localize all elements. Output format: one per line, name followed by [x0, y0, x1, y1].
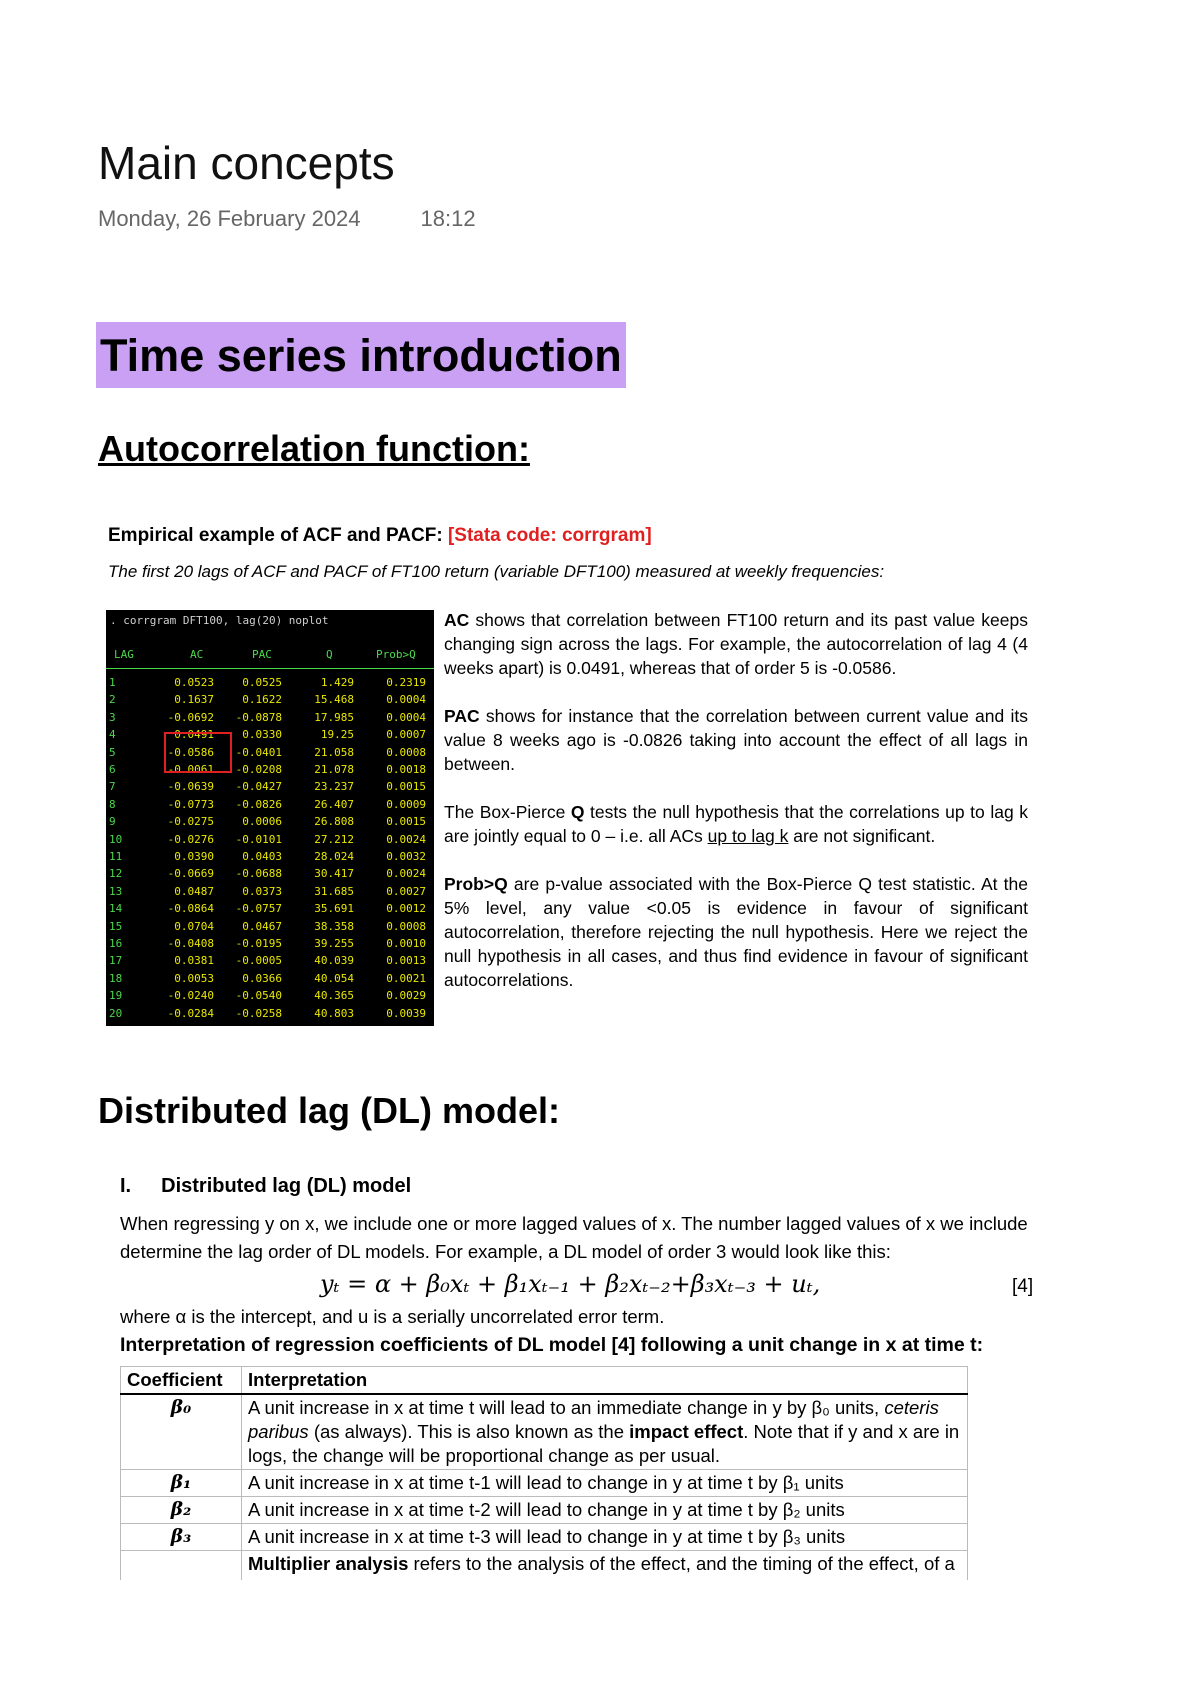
stata-q: 27.212 [314, 832, 354, 846]
stata-row [106, 693, 434, 710]
stata-prob: 0.0008 [386, 919, 426, 933]
stata-lag: 4 [109, 728, 116, 742]
table-row [121, 1394, 968, 1470]
stata-q: 31.685 [314, 884, 354, 898]
stata-prob: 0.0009 [386, 797, 426, 811]
stata-ac: -0.0586 [167, 745, 214, 759]
dl-where-text: where α is the intercept, and u is a serially uncorrelated error term. [120, 1306, 665, 1327]
stata-pac: -0.0427 [235, 780, 282, 794]
stata-lag: 17 [109, 954, 123, 968]
stata-lag: 13 [109, 884, 123, 898]
stata-row [106, 746, 434, 763]
stata-pac: 0.0330 [242, 728, 282, 742]
section-heading-acf: Autocorrelation function: [98, 428, 530, 469]
stata-ac: 0.0523 [174, 676, 214, 689]
stata-pac: -0.0826 [235, 797, 282, 811]
stata-ac: 0.0053 [174, 971, 214, 985]
stata-q: 39.255 [314, 937, 354, 950]
stata-ac: -0.0276 [167, 832, 214, 846]
stata-lag: 19 [109, 989, 123, 1003]
stata-pac: 0.0006 [242, 815, 282, 829]
stata-row [106, 798, 434, 815]
stata-prob: 0.0024 [386, 867, 426, 881]
stata-header-lag: LAG [114, 648, 134, 661]
stata-header-rule [106, 668, 434, 669]
table-row [121, 1524, 968, 1551]
example-title [108, 525, 652, 547]
stata-pac: 0.0366 [242, 971, 282, 985]
stata-ac: -0.0639 [167, 780, 214, 794]
stata-q: 35.691 [314, 902, 354, 916]
stata-q: 21.058 [314, 745, 354, 759]
stata-ac: -0.0275 [167, 815, 214, 829]
section-heading-dl: Distributed lag (DL) model: [98, 1090, 560, 1131]
stata-q: 28.024 [314, 850, 354, 863]
stata-ac: 0.0487 [174, 884, 214, 898]
stata-prob: 0.0013 [386, 954, 426, 968]
stata-lag: 18 [109, 971, 123, 985]
stata-prob: 0.0032 [386, 850, 426, 863]
stata-row [106, 676, 434, 693]
stata-pac: -0.0195 [235, 937, 282, 950]
stata-pac: -0.0401 [235, 745, 282, 759]
stata-row [106, 1007, 434, 1024]
stata-prob: 0.0027 [386, 884, 426, 898]
table-header-interpretation: Interpretation [242, 1367, 968, 1395]
coefficient-table [120, 1366, 968, 1602]
stata-ac: -0.0240 [167, 989, 214, 1003]
stata-pac: 0.0373 [242, 884, 282, 898]
interpretation-heading: Interpretation of regression coefficients of DL model [4] following a unit change in x at time t: [120, 1334, 984, 1356]
stata-lag: 10 [109, 832, 123, 846]
stata-prob: 0.0007 [386, 728, 426, 742]
coef-b2: β₂ [121, 1497, 242, 1524]
coef-b3: β₃ [121, 1524, 242, 1551]
stata-q: 1.429 [320, 676, 354, 689]
stata-q: 38.358 [314, 919, 354, 933]
stata-pac: 0.0525 [242, 676, 282, 689]
page-title: Main concepts [98, 137, 395, 189]
stata-row [106, 780, 434, 797]
stata-q: 40.039 [314, 954, 354, 968]
stata-prob: 0.0008 [386, 745, 426, 759]
stata-ac: 0.0390 [174, 850, 214, 863]
q-explanation: The Box-Pierce Q tests the null hypothesis that the correlations up to lag k are jointly equal to 0 – i.e. all ACs up to lag k are not significant. [444, 802, 1029, 846]
acf-explanation [444, 608, 1028, 1016]
stata-pac: -0.0208 [235, 763, 282, 776]
stata-lag: 6 [109, 763, 116, 776]
stata-q: 17.985 [314, 710, 354, 724]
stata-pac: -0.0101 [235, 832, 282, 846]
stata-prob: 0.0012 [386, 902, 426, 916]
stata-lag: 16 [109, 937, 123, 950]
stata-ac: -0.0284 [167, 1006, 214, 1020]
stata-command: . corrgram DFT100, lag(20) noplot [110, 614, 329, 627]
stata-prob: 0.0039 [386, 1006, 426, 1020]
multiplier-analysis: Multiplier analysis refers to the analysis of the effect, and the timing of the effect, of a [242, 1551, 968, 1602]
stata-row [106, 728, 434, 745]
stata-pac: -0.0688 [235, 867, 282, 881]
stata-ac: -0.0773 [167, 797, 214, 811]
stata-row [106, 867, 434, 884]
stata-row [106, 763, 434, 780]
stata-pac: 0.1622 [242, 693, 282, 707]
stata-prob: 0.0004 [386, 693, 426, 707]
stata-prob: 0.0021 [386, 971, 426, 985]
stata-q: 40.054 [314, 971, 354, 985]
stata-header-ac: AC [190, 648, 204, 661]
stata-lag: 12 [109, 867, 123, 881]
stata-row [106, 885, 434, 902]
coef-b0: β₀ [121, 1394, 242, 1470]
stata-q: 30.417 [314, 867, 354, 881]
prob-explanation: Prob>Q are p-value associated with the Box-Pierce Q test statistic. At the 5% level, any value <0.05 is evidence in favour of significant autocorrelation, therefore rejecting the null hypothesis. Here we reject the null hypothesis in all cases, and thus find evidence in favour of significant autocorrelations. [444, 874, 1028, 990]
table-row [121, 1497, 968, 1524]
table-row [121, 1470, 968, 1497]
stata-row [106, 711, 434, 728]
stata-q: 40.365 [314, 989, 354, 1003]
stata-ac: 0.0704 [174, 919, 214, 933]
stata-ac: 0.0491 [174, 728, 214, 742]
stata-row [106, 972, 434, 989]
stata-ac: -0.0864 [167, 902, 214, 916]
stata-q: 23.237 [314, 780, 354, 794]
stata-row [106, 850, 434, 867]
stata-prob: 0.0004 [386, 710, 426, 724]
stata-row [106, 937, 434, 954]
stata-ac: -0.0061 [167, 763, 214, 776]
stata-prob: 0.0010 [386, 937, 426, 950]
stata-row [106, 920, 434, 937]
page-date: Monday, 26 February 2024 [98, 206, 361, 231]
stata-row [106, 833, 434, 850]
stata-row [106, 954, 434, 971]
example-title-text: Empirical example of ACF and PACF: [108, 525, 443, 546]
ac-explanation: AC shows that correlation between FT100 return and its past value keeps changing sign across the lags. For example, the autocorrelation of lag 4 (4 weeks apart) is 0.0491, whereas that of order 5 is -0.0586. [444, 610, 1028, 678]
stata-pac: -0.0540 [235, 989, 282, 1003]
stata-pac: 0.0467 [242, 919, 282, 933]
coef-b0-interpretation: A unit increase in x at time t will lead to an immediate change in y by β₀ units, ceteris paribus (as always). This is also known as the impact effect. Note that if y and x are in logs, the change will be proportional change as per usual. [242, 1394, 968, 1470]
highlight-box [164, 732, 232, 773]
stata-pac: -0.0258 [235, 1006, 282, 1020]
stata-lag: 9 [109, 815, 116, 829]
example-stata-code: [Stata code: corrgram] [447, 525, 652, 546]
stata-q: 26.407 [314, 797, 354, 811]
coef-b1: β₁ [121, 1470, 242, 1497]
stata-row [106, 902, 434, 919]
stata-lag: 2 [109, 693, 116, 707]
stata-ac: -0.0692 [167, 710, 214, 724]
coef-b3-interpretation: A unit increase in x at time t-3 will lead to change in y at time t by β₃ units [242, 1524, 968, 1551]
stata-lag: 1 [109, 676, 116, 689]
stata-prob: 0.0015 [386, 815, 426, 829]
page-datetime [98, 206, 476, 232]
stata-header-pac: PAC [252, 648, 272, 661]
stata-ac: -0.0408 [167, 937, 214, 950]
dl-subheading-text: Distributed lag (DL) model [161, 1175, 412, 1197]
stata-prob: 0.2319 [386, 676, 426, 689]
stata-q: 26.808 [314, 815, 354, 829]
page-time: 18:12 [420, 206, 476, 231]
stata-row [106, 989, 434, 1006]
stata-header-prob: Prob>Q [376, 648, 416, 661]
pac-explanation: PAC shows for instance that the correlation between current value and its value 8 weeks ago is -0.0826 taking into account the effect of all lags in between. [444, 706, 1028, 774]
stata-lag: 15 [109, 919, 123, 933]
stata-pac: -0.0757 [235, 902, 282, 916]
dl-numeral: I. [120, 1175, 132, 1197]
stata-lag: 3 [109, 710, 116, 724]
stata-lag: 14 [109, 902, 123, 916]
section-heading-time-series: Time series introduction [96, 322, 626, 388]
table-header-row [121, 1367, 968, 1395]
stata-q: 40.803 [314, 1006, 354, 1020]
coef-b1-interpretation: A unit increase in x at time t-1 will lead to change in y at time t by β₁ units [242, 1470, 968, 1497]
stata-lag: 11 [109, 850, 123, 863]
stata-prob: 0.0015 [386, 780, 426, 794]
stata-prob: 0.0018 [386, 763, 426, 776]
example-subtitle: The first 20 lags of ACF and PACF of FT100 return (variable DFT100) measured at weekly frequencies: [108, 562, 885, 581]
table-header-coefficient: Coefficient [121, 1367, 242, 1395]
stata-ac: 0.1637 [174, 693, 214, 707]
stata-q: 21.078 [314, 763, 354, 776]
stata-pac: -0.0005 [235, 954, 282, 968]
dl-equation-number: [4] [1012, 1276, 1034, 1297]
stata-ac: 0.0381 [174, 954, 214, 968]
dl-intro: When regressing y on x, we include one or more lagged values of x. The number lagged values of x we include determine the lag order of DL models. For example, a DL model of order 3 would look like this: [120, 1213, 1028, 1262]
coef-b2-interpretation: A unit increase in x at time t-2 will lead to change in y at time t by β₂ units [242, 1497, 968, 1524]
stata-lag: 5 [109, 745, 116, 759]
stata-output-screenshot [106, 610, 434, 1026]
stata-q: 19.25 [320, 728, 354, 742]
stata-lag: 7 [109, 780, 116, 794]
page-clip [0, 1580, 1200, 1698]
stata-row [106, 815, 434, 832]
dl-equation: yₜ = α + β₀xₜ + β₁xₜ₋₁ + β₂xₜ₋₂+β₃xₜ₋₃ + uₜ, [320, 1270, 821, 1298]
stata-prob: 0.0024 [386, 832, 426, 846]
stata-pac: 0.0403 [242, 850, 282, 863]
stata-lag: 8 [109, 797, 116, 811]
stata-pac: -0.0878 [235, 710, 282, 724]
stata-lag: 20 [109, 1006, 123, 1020]
dl-subheading [120, 1175, 411, 1198]
stata-prob: 0.0029 [386, 989, 426, 1003]
stata-ac: -0.0669 [167, 867, 214, 881]
stata-header-q: Q [326, 648, 333, 661]
stata-q: 15.468 [314, 693, 354, 707]
